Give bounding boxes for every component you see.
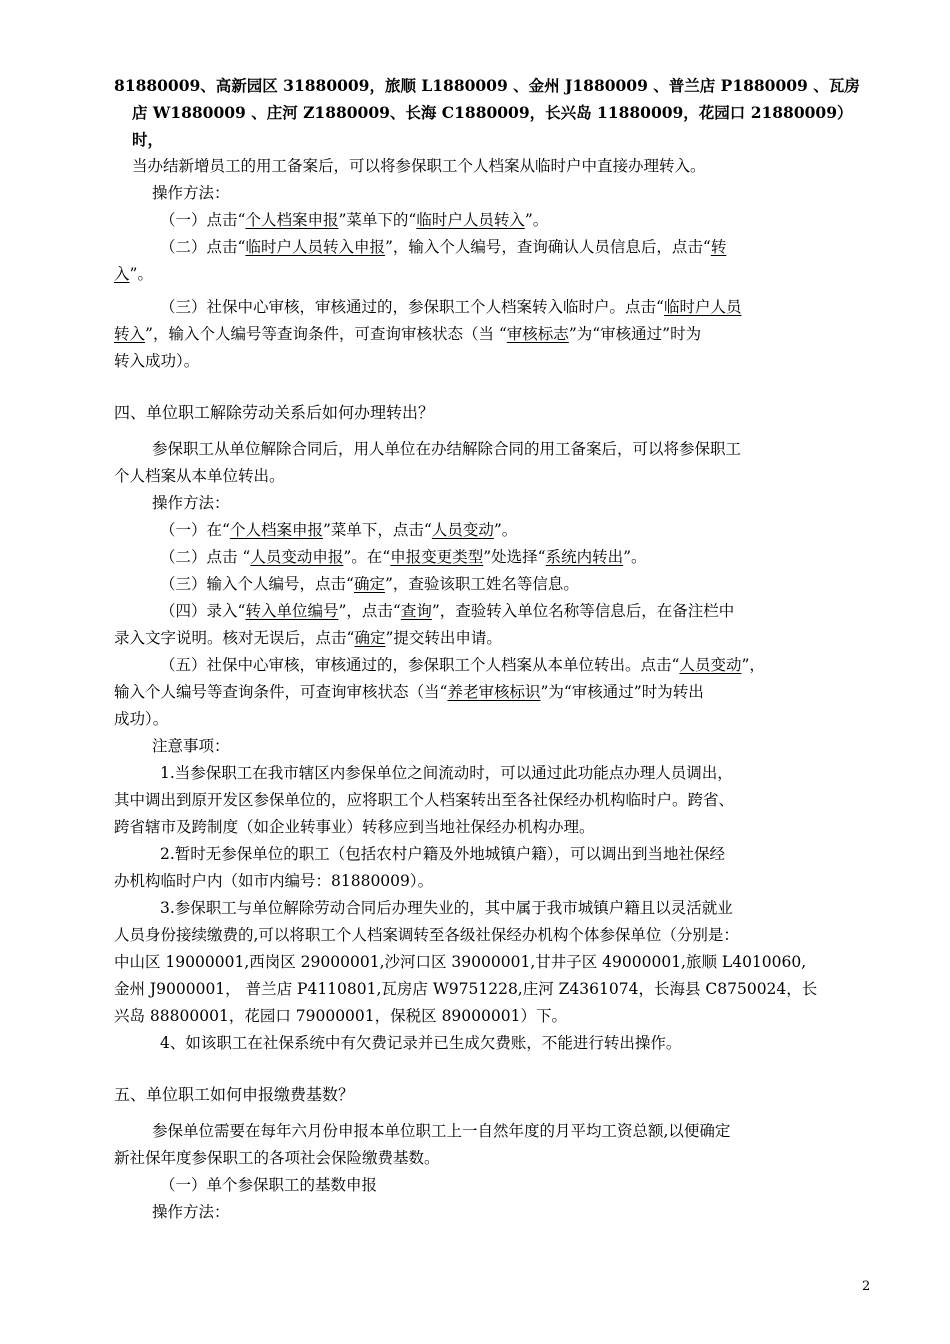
step-3-cont2: 转入成功）。: [114, 352, 200, 370]
note-1: 1.当参保职工在我市辖区内参保单位之间流动时，可以通过此功能点办理人员调出，: [160, 764, 733, 782]
step-2-cont: 入”。: [114, 265, 153, 283]
page-number: 2: [862, 1279, 871, 1294]
paragraph-line: 参保单位需要在每年六月份申报本单位职工上一自然年度的月平均工资总额,以便确定: [152, 1122, 731, 1140]
step-3: （三）输入个人编号，点击“确定”，查验该职工姓名等信息。: [160, 575, 579, 593]
step-2: （二）点击 “人员变动申报”。在“申报变更类型”处选择“系统内转出”。: [160, 548, 647, 566]
subsection-title: （一）单个参保职工的基数申报: [160, 1176, 378, 1194]
step-3: （三）社保中心审核，审核通过的，参保职工个人档案转入临时户。点击“临时户人员: [160, 298, 742, 316]
step-1: （一）点击“个人档案申报”菜单下的“临时户人员转入”。: [160, 211, 549, 229]
notes-label: 注意事项：: [152, 737, 230, 755]
note-2: 2.暂时无参保单位的职工（包括农村户籍及外地城镇户籍），可以调出到当地社保经: [160, 845, 726, 863]
note-3-cont: 中山区 19000001,西岗区 29000001,沙河口区 39000001,甘井子区 49000001,旅顺 L4010060,: [114, 953, 807, 971]
step-4-cont: 录入文字说明。核对无误后，点击“确定”提交转出申请。: [114, 629, 502, 647]
section-heading-4: 四、单位职工解除劳动关系后如何办理转出？: [114, 403, 435, 422]
note-3-cont: 人员身份接续缴费的,可以将职工个人档案调转至各级社保经办机构个体参保单位（分别是：: [114, 926, 739, 944]
note-1-cont: 其中调出到原开发区参保单位的，应将职工个人档案转出至各社保经办机构临时户。跨省、: [114, 791, 735, 809]
step-1: （一）在“个人档案申报”菜单下，点击“人员变动”。: [160, 521, 518, 539]
step-5: （五）社保中心审核，审核通过的，参保职工个人档案从本单位转出。点击“人员变动”，: [160, 656, 765, 674]
step-4: （四）录入“转入单位编号”，点击“查询”，查验转入单位名称等信息后，在备注栏中: [160, 602, 735, 620]
method-label: 操作方法：: [152, 494, 230, 512]
note-1-cont: 跨省辖市及跨制度（如企业转事业）转移应到当地社保经办机构办理。: [114, 818, 595, 836]
method-label: 操作方法：: [152, 1203, 230, 1221]
paragraph-line: 参保职工从单位解除合同后，用人单位在办结解除合同的用工备案后，可以将参保职工: [152, 440, 742, 458]
method-label: 操作方法：: [152, 184, 230, 202]
paragraph-line: 当办结新增员工的用工备案后，可以将参保职工个人档案从临时户中直接办理转入。: [132, 157, 706, 175]
paragraph-line: 个人档案从本单位转出。: [114, 467, 285, 485]
paragraph-line: 81880009、高新园区 31880009，旅顺 L1880009 、金州 J1880009 、普兰店 P1880009 、瓦房: [114, 76, 860, 95]
paragraph-line: 店 W1880009 、庄河 Z1880009、长海 C1880009，长兴岛 11880009，花园口 21880009）时，: [132, 103, 853, 149]
step-5-cont: 输入个人编号等查询条件，可查询审核状态（当“养老审核标识”为“审核通过”时为转出: [114, 683, 704, 701]
note-3: 3.参保职工与单位解除劳动合同后办理失业的，其中属于我市城镇户籍且以灵活就业: [160, 899, 733, 917]
section-heading-5: 五、单位职工如何申报缴费基数？: [114, 1085, 355, 1104]
step-5-cont2: 成功）。: [114, 710, 169, 728]
step-2: （二）点击“临时户人员转入申报”，输入个人编号，查询确认人员信息后，点击“转: [160, 238, 727, 256]
note-3-cont: 金州 J9000001， 普兰店 P4110801,瓦房店 W9751228,庄河 Z4361074，长海县 C8750024，长: [114, 980, 818, 998]
note-2-cont: 办机构临时户内（如市内编号：81880009）。: [114, 872, 434, 890]
step-3-cont: 转入”，输入个人编号等查询条件，可查询审核状态（当 “审核标志”为“审核通过”时为: [114, 325, 702, 343]
paragraph-line: 新社保年度参保职工的各项社会保险缴费基数。: [114, 1149, 440, 1167]
note-3-cont: 兴岛 88800001，花园口 79000001，保税区 89000001）下。: [114, 1007, 567, 1025]
page-content: [114, 72, 874, 1226]
note-4: 4、如该职工在社保系统中有欠费记录并已生成欠费账，不能进行转出操作。: [160, 1034, 682, 1052]
